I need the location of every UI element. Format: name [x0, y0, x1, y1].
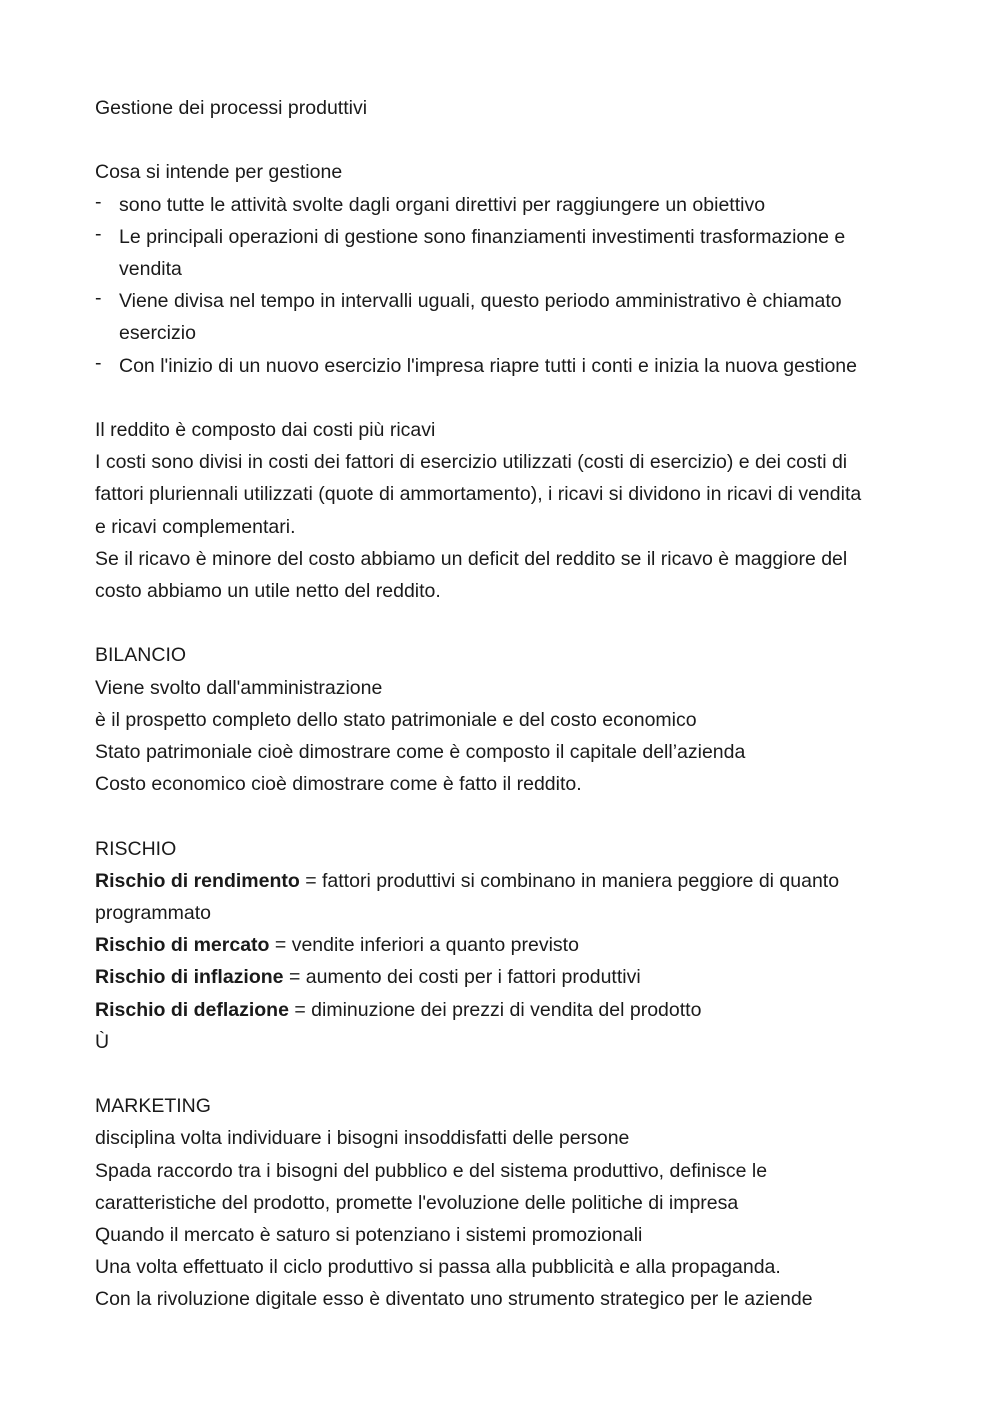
marketing-line: Spada raccordo tra i bisogni del pubblico e del sistema produttivo, definisce le	[95, 1159, 768, 1182]
rischio-item	[95, 961, 925, 993]
rischio-item	[95, 865, 925, 897]
reddito-line: Il reddito è composto dai costi più ricavi	[95, 419, 436, 441]
marketing-line: disciplina volta individuare i bisogni insoddisfatti delle persone	[95, 1127, 630, 1150]
rischio-item-continuation: programmato	[95, 902, 211, 925]
reddito-line: e ricavi complementari.	[95, 515, 296, 538]
bilancio-line: Stato patrimoniale cioè dimostrare come è composto il capitale dell’azienda	[95, 741, 746, 764]
list-item: - sono tutte le attività svolte dagli organi direttivi per raggiungere un obiettivo	[95, 189, 925, 221]
dash-bullet: -	[95, 287, 102, 310]
document-page	[95, 92, 925, 1316]
list-item: - Con l'inizio di un nuovo esercizio l'impresa riapre tutti i conti e inizia la nuova gestione	[95, 350, 925, 382]
reddito-line: fattori pluriennali utilizzati (quote di ammortamento), i ricavi si dividono in ricavi di vendita	[95, 483, 862, 506]
gestione-heading: Cosa si intende per gestione	[95, 161, 343, 184]
list-item: - Le principali operazioni di gestione sono finanziamenti investimenti trasformazione e vendita	[95, 221, 925, 285]
rischio-term: Rischio di inflazione	[95, 966, 284, 989]
spacer	[95, 1058, 925, 1090]
marketing-heading: MARKETING	[95, 1095, 211, 1118]
marketing-line: Con la rivoluzione digitale esso è diventato uno strumento strategico per le aziende	[95, 1288, 813, 1311]
reddito-line: I costi sono divisi in costi dei fattori di esercizio utilizzati (costi di esercizio) e dei costi di	[95, 451, 848, 474]
dash-bullet: -	[95, 190, 102, 213]
spacer	[95, 607, 925, 639]
bilancio-heading: BILANCIO	[95, 644, 187, 667]
dash-bullet: -	[95, 351, 102, 374]
bilancio-line: Viene svolto dall'amministrazione	[95, 676, 383, 699]
rischio-definition: = vendite inferiori a quanto previsto	[269, 934, 579, 957]
rischio-heading: RISCHIO	[95, 837, 177, 860]
rischio-term: Rischio di rendimento	[95, 869, 300, 892]
rischio-definition: = fattori produttivi si combinano in maniera peggiore di quanto	[299, 869, 840, 892]
rischio-definition: = aumento dei costi per i fattori produttivi	[283, 966, 641, 989]
spacer	[95, 382, 925, 414]
list-item: - Viene divisa nel tempo in intervalli uguali, questo periodo amministrativo è chiamato esercizio	[95, 285, 925, 349]
rischio-item	[95, 929, 925, 961]
gestione-list	[95, 189, 925, 382]
stray-character: Ù	[95, 1030, 110, 1053]
marketing-line: caratteristiche del prodotto, promette l'evoluzione delle politiche di impresa	[95, 1191, 739, 1214]
rischio-item	[95, 994, 925, 1026]
spacer	[95, 800, 925, 832]
reddito-line: costo abbiamo un utile netto del reddito.	[95, 580, 441, 603]
dash-bullet: -	[95, 222, 102, 245]
document-title: Gestione dei processi produttivi	[95, 97, 368, 119]
spacer	[95, 124, 925, 156]
marketing-line: Quando il mercato è saturo si potenziano i sistemi promozionali	[95, 1224, 643, 1247]
bilancio-line: Costo economico cioè dimostrare come è fatto il reddito.	[95, 773, 582, 796]
marketing-line: Una volta effettuato il ciclo produttivo si passa alla pubblicità e alla propaganda.	[95, 1256, 781, 1279]
reddito-line: Se il ricavo è minore del costo abbiamo un deficit del reddito se il ricavo è maggiore del	[95, 547, 848, 570]
rischio-term: Rischio di mercato	[95, 934, 270, 957]
bilancio-line: è il prospetto completo dello stato patrimoniale e del costo economico	[95, 708, 697, 731]
rischio-term: Rischio di deflazione	[95, 998, 289, 1021]
rischio-definition: = diminuzione dei prezzi di vendita del prodotto	[288, 998, 702, 1021]
